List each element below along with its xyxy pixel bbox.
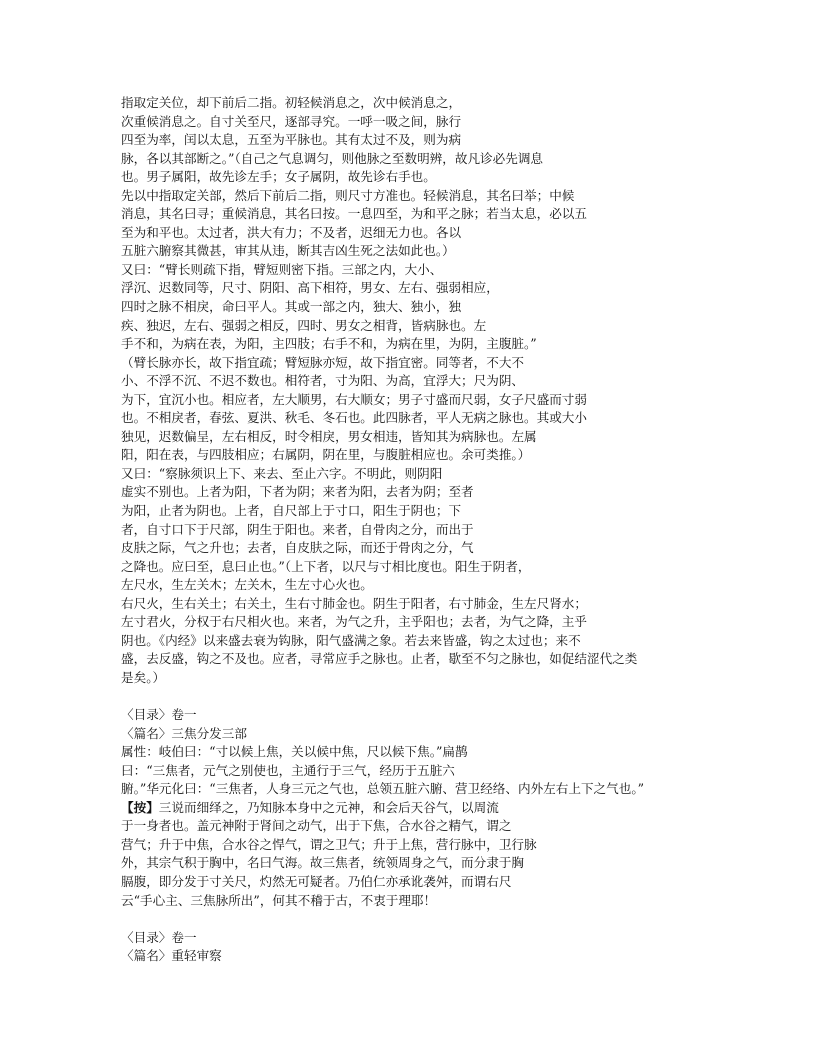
line-text: 为阳，止者为阴也。上者，自尺部上于寸口，阳生于阴也；下 bbox=[121, 503, 462, 519]
document-page bbox=[121, 94, 801, 966]
blank-line bbox=[121, 910, 801, 929]
line-text: 〈篇名〉重轻审察 bbox=[121, 948, 222, 964]
text-line bbox=[121, 391, 801, 410]
line-text: 左寸君火，分权于右尺相火也。来者，为气之升，主乎阳也；去者，为气之降，主乎 bbox=[121, 614, 587, 630]
line-text: 指取定关位，却下前后二指。初轻候消息之，次中候消息之， bbox=[121, 95, 462, 110]
text-line bbox=[121, 298, 801, 317]
text-line bbox=[121, 521, 801, 540]
line-text: 右尺火，生右关土；右关土，生右寸肺金也。阴生于阳者，右寸肺金，生左尺肾水； bbox=[121, 595, 587, 611]
text-line bbox=[121, 428, 801, 447]
text-line bbox=[121, 94, 801, 113]
line-text: 皮肤之际，气之升也；去者，自皮肤之际，而还于骨肉之分，气 bbox=[121, 540, 474, 556]
text-line bbox=[121, 502, 801, 521]
line-text: 于一身者也。盖元神附于肾间之动气，出于下焦，合水谷之精气，谓之 bbox=[121, 818, 512, 834]
line-text: 次重候消息之。自寸关至尺，逐部寻究。一呼一吸之间，脉行 bbox=[121, 113, 462, 129]
text-line bbox=[121, 743, 801, 762]
line-text: 独见，迟数偏呈，左右相反，时令相戾，男女相违，皆知其为病脉也。左属 bbox=[121, 428, 537, 444]
line-text: 三说而细绎之，乃知脉本身中之元神，和会后天谷气，以周流 bbox=[158, 799, 499, 815]
line-text: 浮沉、迟数同等，尺寸、阴阳、高下相符，男女、左右、强弱相应， bbox=[121, 280, 499, 296]
text-line bbox=[121, 205, 801, 224]
line-text: 虚实不别也。上者为阳，下者为阴；来者为阳，去者为阴；至者 bbox=[121, 484, 474, 500]
text-line bbox=[121, 595, 801, 614]
line-text: 阳，阳在表，与四肢相应；右属阴，阴在里，与腹脏相应也。余可类推。） bbox=[121, 447, 531, 463]
text-line bbox=[121, 354, 801, 373]
text-line bbox=[121, 168, 801, 187]
line-text: 四至为率，闰以太息，五至为平脉也。其有太过不及，则为病 bbox=[121, 132, 462, 148]
blank-line bbox=[121, 688, 801, 707]
text-line bbox=[121, 576, 801, 595]
line-text: 属性：岐伯曰：“寸以候上焦，关以候中焦，尺以候下焦。”扁鹊 bbox=[121, 744, 468, 760]
text-line bbox=[121, 372, 801, 391]
line-text: 〈目录〉卷一 bbox=[121, 707, 197, 723]
line-text: 〈篇名〉三焦分发三部 bbox=[121, 725, 247, 741]
annotation-marker: 【按】 bbox=[121, 799, 159, 815]
line-text: 也。不相戾者，春弦、夏洪、秋毛、冬石也。此四脉者，平人无病之脉也。其或大小 bbox=[121, 410, 587, 426]
line-text: 手不和，为病在表，为阳，主四肢；右手不和，为病在里，为阴，主腹脏。” bbox=[121, 336, 537, 352]
text-line bbox=[121, 725, 801, 744]
text-line bbox=[121, 150, 801, 169]
line-text: 〈目录〉卷一 bbox=[121, 929, 197, 945]
text-line bbox=[121, 762, 801, 781]
text-line bbox=[121, 650, 801, 669]
line-text: 盛，去反盛，钩之不及也。应者，寻常应手之脉也。止者，歇至不匀之脉也，如促结涩代之类 bbox=[121, 651, 638, 667]
line-text: 外，其宗气积于胸中，名曰气海。故三焦者，统领周身之气，而分隶于胸 bbox=[121, 855, 524, 871]
text-line bbox=[121, 409, 801, 428]
text-line bbox=[121, 669, 801, 688]
line-text: 腑。”华元化曰：“三焦者，人身三元之气也，总领五脏六腑、营卫经络、内外左右上下之气也。” bbox=[121, 781, 645, 797]
text-line bbox=[121, 261, 801, 280]
text-line bbox=[121, 558, 801, 577]
text-line bbox=[121, 892, 801, 911]
text-line bbox=[121, 224, 801, 243]
line-text: 膈腹，即分发于寸关尺，灼然无可疑者。乃伯仁亦承讹袭舛，而谓右尺 bbox=[121, 873, 512, 889]
text-line bbox=[121, 706, 801, 725]
text-line bbox=[121, 317, 801, 336]
line-text: 五脏六腑察其微甚，审其从违，断其吉凶生死之法如此也。） bbox=[121, 243, 455, 259]
text-line bbox=[121, 446, 801, 465]
line-text: 阴也。《内经》以来盛去衰为钩脉，阳气盛满之象。若去来皆盛，钩之太过也；来不 bbox=[121, 632, 581, 648]
text-line bbox=[121, 613, 801, 632]
text-line bbox=[121, 187, 801, 206]
line-text: 又曰：“察脉须识上下、来去、至止六字。不明此，则阴阳 bbox=[121, 465, 443, 481]
line-text: 又曰：“臂长则疏下指，臂短则密下指。三部之内，大小、 bbox=[121, 261, 443, 277]
text-line bbox=[121, 947, 801, 966]
text-line bbox=[121, 854, 801, 873]
line-text: 四时之脉不相戾，命曰平人。其或一部之内，独大、独小，独 bbox=[121, 299, 462, 315]
line-text: 者，自寸口下于尺部，阴生于阳也。来者，自骨肉之分，而出于 bbox=[121, 521, 474, 537]
text-line bbox=[121, 483, 801, 502]
line-text: 脉，各以其部断之。”（自己之气息调匀，则他脉之至数明辨，故凡诊必先调息 bbox=[121, 150, 544, 166]
text-line bbox=[121, 780, 801, 799]
line-text: 左尺水，生左关木；左关木，生左寸心火也。 bbox=[121, 577, 373, 593]
text-line bbox=[121, 539, 801, 558]
text-line bbox=[121, 817, 801, 836]
line-text: 是矣。） bbox=[121, 669, 166, 685]
line-text: 也。男子属阳，故先诊左手；女子属阴，故先诊右手也。 bbox=[121, 169, 436, 185]
line-text: 曰：“三焦者，元气之别使也，主通行于三气，经历于五脏六 bbox=[121, 762, 455, 778]
line-text: 营气；升于中焦，合水谷之悍气，谓之卫气；升于上焦，营行脉中，卫行脉 bbox=[121, 836, 537, 852]
line-text: 为下，宜沉小也。相应者，左大顺男，右大顺女；男子寸盛而尺弱，女子尺盛而寸弱 bbox=[121, 391, 587, 407]
text-line bbox=[121, 632, 801, 651]
text-line bbox=[121, 242, 801, 261]
text-line bbox=[121, 873, 801, 892]
text-line bbox=[121, 113, 801, 132]
text-line bbox=[121, 799, 801, 818]
line-text: 先以中指取定关部，然后下前后二指，则尺寸方准也。轻候消息，其名曰举；中候 bbox=[121, 187, 575, 203]
text-line bbox=[121, 335, 801, 354]
line-text: 疾、独迟，左右、强弱之相反，四时、男女之相背，皆病脉也。左 bbox=[121, 317, 487, 333]
line-text: 云“手心主、三焦脉所出”，何其不稽于古，不衷于理耶！ bbox=[121, 892, 437, 908]
text-line bbox=[121, 131, 801, 150]
line-text: 小、不浮不沉、不迟不数也。相符者，寸为阳、为高，宜浮大；尺为阴、 bbox=[121, 373, 524, 389]
text-line bbox=[121, 836, 801, 855]
text-line bbox=[121, 929, 801, 948]
text-line bbox=[121, 279, 801, 298]
line-text: 消息，其名曰寻；重候消息，其名曰按。一息四至，为和平之脉；若当太息，必以五 bbox=[121, 206, 587, 222]
line-text: 至为和平也。太过者，洪大有力；不及者，迟细无力也。各以 bbox=[121, 224, 462, 240]
line-text: （臂长脉亦长，故下指宜疏；臂短脉亦短，故下指宜密。同等者，不大不 bbox=[121, 354, 524, 370]
text-line bbox=[121, 465, 801, 484]
line-text: 之降也。应曰至，息曰止也。”（上下者，以尺与寸相比度也。阳生于阴者， bbox=[121, 558, 531, 574]
